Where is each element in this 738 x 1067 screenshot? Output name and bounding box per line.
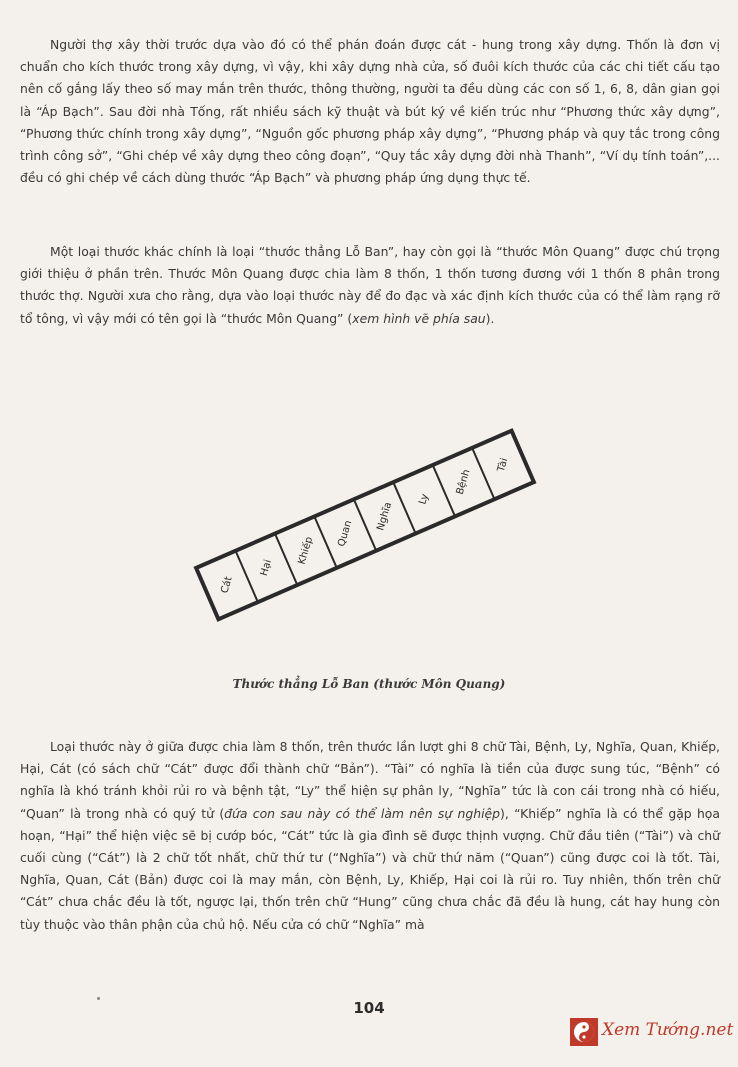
ruler-segment-label: Quan bbox=[336, 519, 355, 548]
ruler-divider bbox=[314, 516, 336, 567]
ruler-segment-label: Cát bbox=[219, 575, 235, 595]
page-number: 104 bbox=[353, 999, 385, 1017]
ruler-divider bbox=[236, 551, 258, 602]
ruler-divider bbox=[472, 448, 494, 499]
ruler-segment-label: Tài bbox=[495, 456, 511, 474]
ruler-segment-label: Khiếp bbox=[296, 535, 316, 566]
paragraph-3-italic: đứa con sau này có thể làm nên sự nghiệp bbox=[224, 805, 501, 821]
paragraph-1 bbox=[20, 34, 720, 189]
paragraph-3-text-b: ), “Khiếp” nghĩa là có thể gặp họa hoạn, “Hại” thể hiện việc sẽ bị cướp bóc, “Cát” tức là gia đình sẽ được thịnh vượng. Chữ đầu tiên (“Tài”) và chữ cuối cùng (“Cát”) là 2 chữ tốt nhất, chữ thứ tư (“Nghĩa”) và chữ thứ năm (“Quan”) cũng được coi là tốt. Tài, Nghĩa, Quan, Cát (Bản) được coi là may mắn, còn Bệnh, Ly, Khiếp, Hại coi là rủi ro. Tuy nhiên, thốn trên chữ “Cát” chưa chắc đều là tốt, ngược lại, thốn trên chữ “Hung” cũng chưa chắc đã đều là hung, cát hay hung còn tùy thuộc vào thân phận của chủ hộ. Nếu cửa có chữ “Nghĩa” mà bbox=[20, 805, 720, 932]
site-logo[interactable] bbox=[566, 1010, 734, 1054]
paragraph-1-text: Người thợ xây thời trước dựa vào đó có thể phán đoán được cát - hung trong xây dựng. Thốn là đơn vị chuẩn cho kích thước trong xây dựng, vì vậy, khi xây dựng nhà cửa, số đuôi kích thước của các chi tiết cấu tạo nên cố gắng lấy theo số may mắn trên thước, thông thường, người ta đều dùng các con số 1, 6, 8, dân gian gọi là “Áp Bạch”. Sau đời nhà Tống, rất nhiều sách kỹ thuật và bút ký về kiến trúc như “Phương thức xây dựng”, “Phương thức chính trong xây dựng”, “Nguồn gốc phương pháp xây dựng”, “Phương pháp và quy tắc trong công trình công sở”, “Ghi chép về xây dựng theo công đoạn”, “Quy tắc xây dựng đời nhà Thanh”, “Ví dụ tính toán”,... đều có ghi chép về cách dùng thước “Áp Bạch” và phương pháp ứng dụng thực tế. bbox=[20, 37, 720, 186]
ruler-divider bbox=[433, 465, 455, 516]
ruler-figure bbox=[0, 380, 738, 670]
paragraph-2-italic: xem hình vẽ phía sau bbox=[352, 310, 486, 326]
ruler-divider bbox=[354, 499, 376, 550]
paragraph-2-end: ). bbox=[485, 310, 495, 326]
yin-yang-icon bbox=[570, 1018, 598, 1046]
paragraph-3 bbox=[20, 736, 720, 936]
ruler-divider bbox=[393, 482, 415, 533]
paragraph-2-text: Một loại thước khác chính là loại “thước thẳng Lỗ Ban”, hay còn gọi là “thước Môn Quang” được chú trọng giới thiệu ở phần trên. Thước Môn Quang được chia làm 8 thốn, 1 thốn tương đương với 1 thốn 8 phân trong thước thợ. Người xưa cho rằng, dựa vào loại thước này để đo đạc và xác định kích thước của có thể làm rạng rỡ tổ tông, vì vậy mới có tên gọi là “thước Môn Quang” ( bbox=[20, 244, 720, 326]
ruler-segment-label: Bệnh bbox=[454, 468, 473, 497]
site-logo-text: Xem Tướng.net bbox=[602, 1020, 734, 1040]
ruler-segment-label: Nghĩa bbox=[375, 500, 395, 532]
ruler-diagram bbox=[0, 380, 738, 670]
paragraph-2 bbox=[20, 241, 720, 330]
paragraph-3-text-a: Loại thước này ở giữa được chia làm 8 thốn, trên thước lần lượt ghi 8 chữ Tài, Bệnh, Ly, Nghĩa, Quan, Khiếp, Hại, Cát (có sách chữ “Cát” được đổi thành chữ “Bản”). “Tài” có nghĩa là tiền của được sung túc, “Bệnh” có nghĩa là khó tránh khỏi rủi ro và bệnh tật, “Ly” thể hiện sự phân ly, “Nghĩa” tức là con cái trong nhà có hiếu, “Quan” là trong nhà có quý tử ( bbox=[20, 739, 720, 821]
figure-caption: Thước thẳng Lỗ Ban (thước Môn Quang) bbox=[232, 677, 506, 691]
ruler-segment-label: Hại bbox=[258, 558, 275, 578]
ruler-segment-label: Ly bbox=[417, 492, 431, 506]
ruler-divider bbox=[275, 534, 297, 585]
